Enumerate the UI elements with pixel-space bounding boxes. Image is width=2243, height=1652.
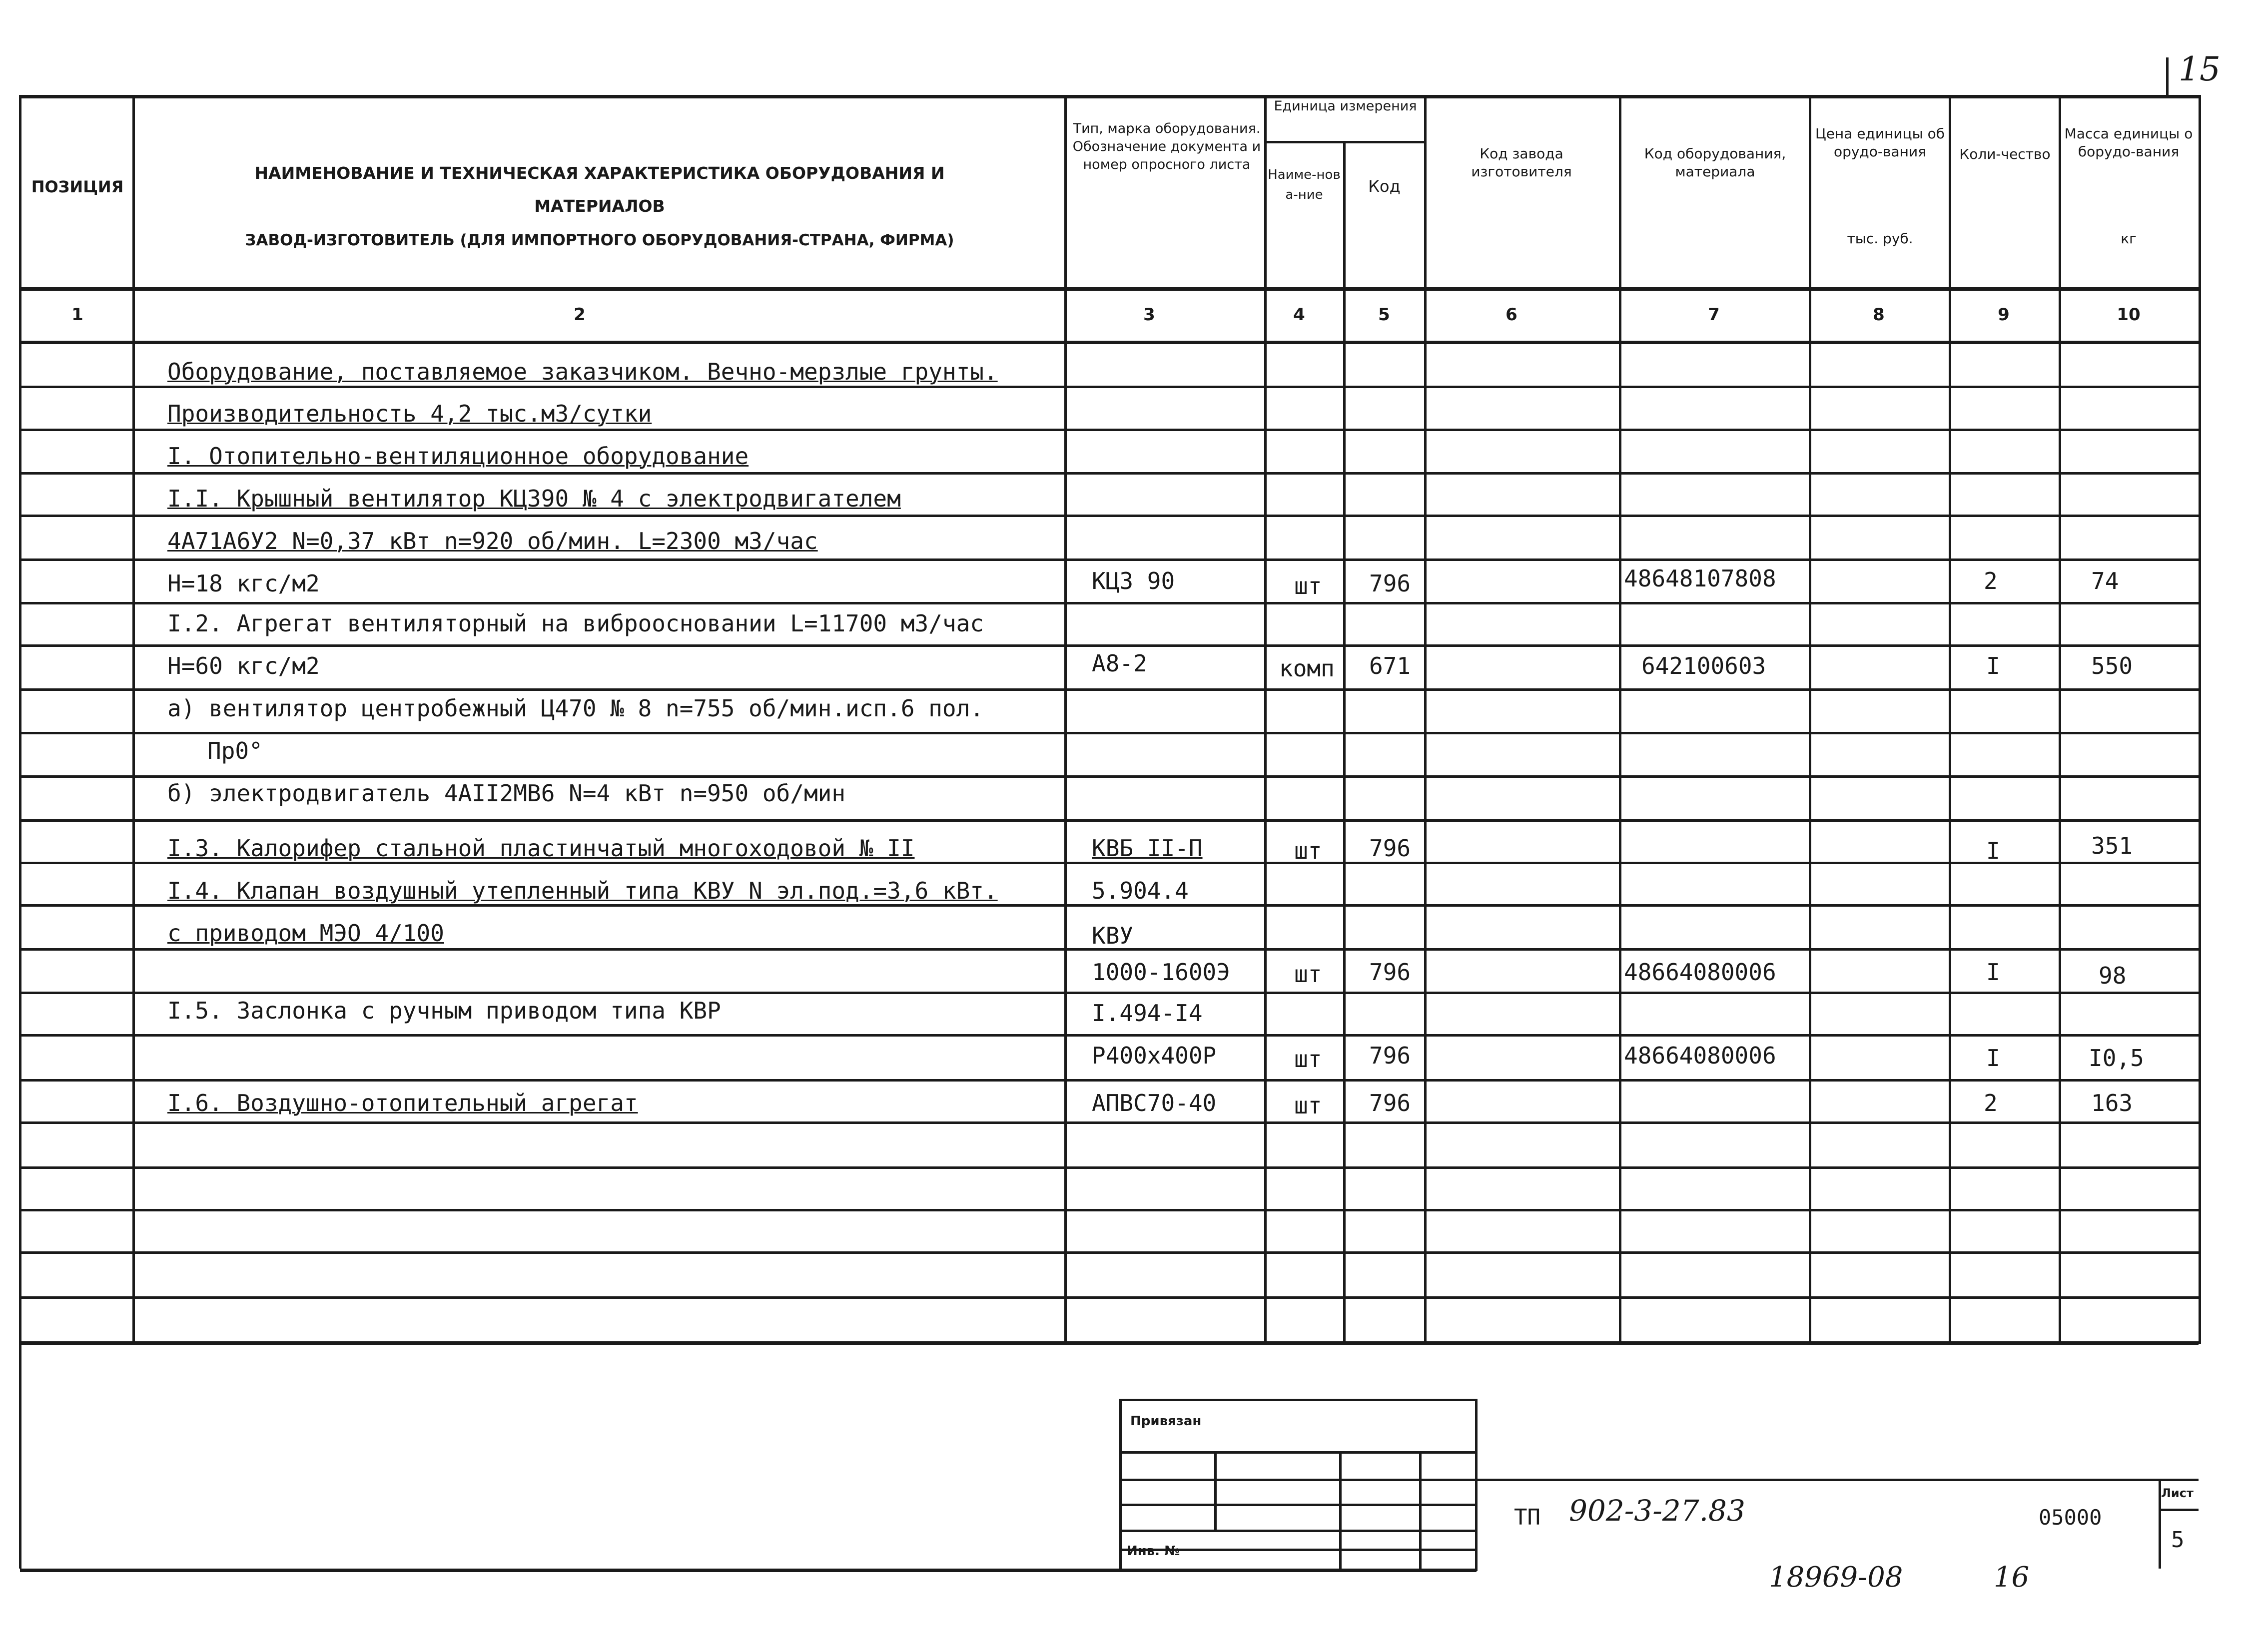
col-num-7: 7 — [1708, 305, 1720, 325]
row-name: б) электродвигатель 4АII2МВ6 N=4 кВт n=950 об/мин — [167, 780, 846, 807]
row-name: I.I. Крышный вентилятор КЦ390 № 4 с электродвигателем — [167, 485, 901, 512]
stamp-privyazan: Привязан — [1130, 1414, 1202, 1429]
row-mass: 74 — [2091, 567, 2119, 594]
row-qty: 2 — [1984, 1090, 1998, 1116]
row-name: Производительность 4,2 тыс.м3/сутки — [167, 400, 652, 427]
row-type: КЦ3 90 — [1092, 567, 1175, 594]
row-name: Н=18 кгс/м2 — [167, 570, 320, 597]
row-type: Р400х400Р — [1092, 1042, 1217, 1069]
header-mass-unit: кг — [2121, 230, 2137, 247]
sheet-number: 5 — [2171, 1527, 2185, 1553]
row-type: I.494-I4 — [1092, 1000, 1203, 1027]
row-eq-code: 48664080006 — [1624, 1042, 1776, 1069]
sheet-label: Лист — [2161, 1486, 2194, 1500]
row-code: 671 — [1369, 652, 1411, 679]
row-name: I.6. Воздушно-отопительный агрегат — [167, 1090, 638, 1116]
col-num-10: 10 — [2117, 305, 2141, 325]
row-type: 1000-1600Э — [1092, 959, 1230, 986]
header-name-line2: МАТЕРИАЛОВ — [534, 196, 665, 216]
row-name: Оборудование, поставляемое заказчиком. Вечно-мерзлые грунты. — [167, 358, 998, 385]
row-mass: 351 — [2091, 832, 2133, 859]
row-code: 796 — [1369, 835, 1411, 862]
header-unit: Единица измерения — [1274, 98, 1417, 114]
col-num-4: 4 — [1293, 305, 1305, 325]
row-type: 5.904.4 — [1092, 877, 1189, 904]
row-code: 796 — [1369, 959, 1411, 986]
row-qty: 2 — [1984, 567, 1998, 594]
row-eq-code: 48648107808 — [1624, 565, 1776, 592]
header-quantity: Коли-чество — [1959, 146, 2051, 162]
row-type: А8-2 — [1092, 650, 1147, 677]
archive-number: 18969-08 — [1769, 1561, 1903, 1594]
header-equipment-code: Код оборудования, материала — [1644, 145, 1786, 180]
header-price: Цена единицы оборудо-вания — [1815, 125, 1945, 160]
header-mass: Масса единицы оборудо-вания — [2064, 125, 2193, 160]
row-eq-code: 48664080006 — [1624, 959, 1776, 986]
row-name: 4А71А6У2 N=0,37 кВт n=920 об/мин. L=2300 м3/час — [167, 528, 818, 554]
col-num-2: 2 — [574, 305, 586, 325]
row-unit: шт — [1294, 837, 1322, 864]
row-code: 796 — [1369, 1042, 1411, 1069]
stamp-inv-no: Инв. № — [1127, 1544, 1180, 1559]
header-name-line1: НАИМЕНОВАНИЕ И ТЕХНИЧЕСКАЯ ХАРАКТЕРИСТИКА ОБОРУДОВАНИЯ И — [254, 163, 945, 183]
header-factory-code: Код завода изготовителя — [1471, 145, 1572, 180]
row-code: 796 — [1369, 570, 1411, 597]
row-name: а) вентилятор центробежный Ц470 № 8 n=755 об/мин.исп.6 пол. — [167, 695, 984, 722]
col-num-6: 6 — [1505, 305, 1517, 325]
header-position: ПОЗИЦИЯ — [31, 177, 124, 196]
row-mass: I0,5 — [2089, 1045, 2144, 1072]
row-eq-code: 642100603 — [1641, 652, 1766, 679]
doc-code-prefix: ТП — [1514, 1505, 1540, 1530]
row-type: АПВС70-40 — [1092, 1090, 1217, 1116]
row-type: КВУ — [1092, 922, 1134, 949]
row-qty: I — [1986, 1045, 2000, 1072]
header-type-mark: Тип, марка оборудования. Обозначение документа и номер опросного листа — [1072, 121, 1261, 172]
sheet-code: 05000 — [2039, 1505, 2102, 1530]
doc-code: 902-3-27.83 — [1569, 1494, 1745, 1528]
row-name: I.3. Калорифер стальной пластинчатый многоходовой № II — [167, 835, 915, 862]
row-name: I.2. Агрегат вентиляторный на виброосновании L=11700 м3/час — [167, 610, 984, 637]
row-mass: 550 — [2091, 652, 2133, 679]
row-unit: шт — [1294, 572, 1322, 599]
sheet-corner-number: 15 — [2179, 50, 2221, 88]
col-num-9: 9 — [1998, 305, 2010, 325]
row-qty: I — [1986, 959, 2000, 986]
row-name: с приводом МЭО 4/100 — [167, 920, 444, 947]
row-name: I.4. Клапан воздушный утепленный типа КВУ N эл.под.=3,6 кВт. — [167, 877, 998, 904]
row-unit: шт — [1294, 1092, 1322, 1119]
row-unit: шт — [1294, 961, 1322, 988]
header-unit-code: Код — [1368, 177, 1401, 196]
row-qty: I — [1986, 652, 2000, 679]
row-qty: I — [1986, 837, 2000, 864]
page-number-handwritten: 16 — [1994, 1561, 2030, 1594]
header-name-line3: ЗАВОД-ИЗГОТОВИТЕЛЬ (ДЛЯ ИМПОРТНОГО ОБОРУДОВАНИЯ-СТРАНА, ФИРМА) — [245, 231, 954, 249]
row-mass: 163 — [2091, 1090, 2133, 1116]
header-unit-name: Наиме-нова-ние — [1268, 167, 1341, 202]
row-name: Н=60 кгс/м2 — [167, 652, 320, 679]
row-code: 796 — [1369, 1090, 1411, 1116]
col-num-8: 8 — [1873, 305, 1885, 325]
header-price-unit: тыс. руб. — [1847, 230, 1913, 247]
row-name: Пр0° — [207, 737, 263, 764]
row-type: КВБ II-П — [1092, 835, 1203, 862]
col-num-5: 5 — [1378, 305, 1390, 325]
row-mass: 98 — [2099, 962, 2127, 989]
col-num-1: 1 — [71, 305, 83, 325]
row-name: I. Отопительно-вентиляционное оборудование — [167, 443, 749, 470]
row-unit: комп — [1279, 655, 1335, 682]
col-num-3: 3 — [1143, 305, 1155, 325]
row-unit: шт — [1294, 1046, 1322, 1073]
row-name: I.5. Заслонка с ручным приводом типа КВР — [167, 997, 721, 1024]
